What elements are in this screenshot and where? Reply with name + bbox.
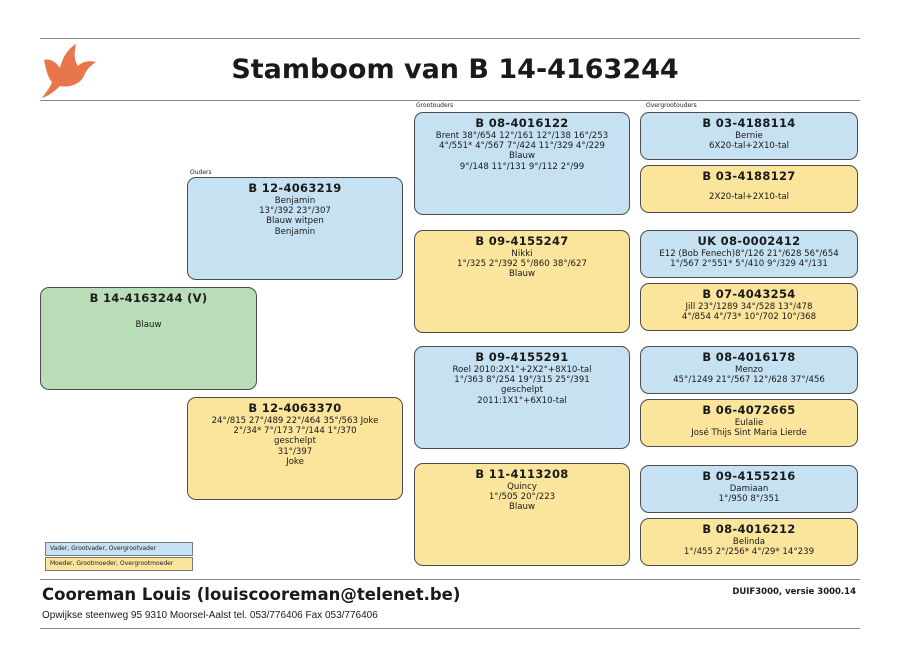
great-grandparent-info: Eulalie José Thijs Sint Maria Lierde bbox=[691, 418, 807, 439]
great-grandparent-info: Belinda 1°/455 2°/256* 4°/29* 14°239 bbox=[683, 537, 815, 558]
grandparent-info: Nikki 1°/325 2°/392 5°/860 38°/627 Blauw bbox=[457, 249, 587, 280]
great-grandparent-ring: B 09-4155216 bbox=[702, 469, 796, 483]
great-grandparent-card bbox=[640, 165, 858, 213]
great-grandparent-ring: B 06-4072665 bbox=[702, 403, 796, 417]
great-grandparent-ring: B 08-4016178 bbox=[702, 350, 796, 364]
great-grandparent-info: Bernie 6X20-tal+2X10-tal bbox=[708, 131, 790, 152]
great-grandparent-ring: B 03-4188127 bbox=[702, 169, 796, 183]
grandparent-card bbox=[414, 112, 630, 215]
great-grandparent-card bbox=[640, 112, 858, 160]
legend-female: Moeder, Grootmoeder, Overgrootmoeder bbox=[45, 557, 193, 571]
great-grandparent-ring: B 08-4016212 bbox=[702, 522, 796, 536]
great-grandparent-info: Jill 23°/1289 34°/528 13°/478 4°/854 4°/73* 10°/702 10°/368 bbox=[681, 302, 817, 323]
grandparent-ring: B 11-4113208 bbox=[475, 467, 569, 481]
great-grandparent-card bbox=[640, 518, 858, 566]
great-grandparent-card bbox=[640, 283, 858, 331]
grandparent-ring: B 09-4155291 bbox=[475, 350, 569, 364]
grandparent-info: Roel 2010:2X1°+2X2°+8X10-tal 1°/363 8°/254 19°/315 25°/391 geschelpt 2011:1X1°+6X10-tal bbox=[452, 365, 592, 406]
footer-address: Opwijkse steenweg 95 9310 Moorsel-Aalst tel. 053/776406 Fax 053/776406 bbox=[42, 610, 378, 621]
parent-info: Benjamin 13°/392 23°/307 Blauw witpen Benjamin bbox=[259, 196, 331, 237]
top-rule bbox=[40, 38, 860, 39]
great-grandparent-ring: B 03-4188114 bbox=[702, 116, 796, 130]
grandparent-card bbox=[414, 463, 630, 566]
footer-version: DUIF3000, versie 3000.14 bbox=[732, 587, 856, 597]
dove-icon bbox=[36, 36, 100, 100]
footer-name: Cooreman Louis (louiscooreman@telenet.be) bbox=[42, 585, 461, 604]
grandparent-info: Brent 38°/654 12°/161 12°/138 16°/253 4°/551* 4°/567 7°/424 11°/329 4°/229 Blauw 9°/148 11°/131 9°/112 2°/99 bbox=[435, 131, 609, 172]
great-grandparent-card bbox=[640, 465, 858, 513]
grandparent-card bbox=[414, 230, 630, 333]
label-ouders: Ouders bbox=[190, 169, 212, 176]
grandparent-info: Quincy 1°/505 20°/223 Blauw bbox=[488, 482, 556, 513]
great-grandparent-card bbox=[640, 230, 858, 278]
label-overgrootouders: Overgrootouders bbox=[646, 102, 697, 109]
great-grandparent-ring: UK 08-0002412 bbox=[697, 234, 801, 248]
great-grandparent-ring: B 07-4043254 bbox=[702, 287, 796, 301]
legend-male: Vader, Grootvader, Overgrootvader bbox=[45, 542, 193, 556]
grandparent-card bbox=[414, 346, 630, 449]
grandparent-ring: B 08-4016122 bbox=[475, 116, 569, 130]
great-grandparent-info: E12 (Bob Fenech)8°/126 21°/628 56°/654 1°/567 2°551* 5°/410 9°/329 4°/131 bbox=[659, 249, 839, 270]
parent-card-mother bbox=[187, 397, 403, 500]
parent-info: 24°/815 27°/489 22°/464 35°/563 Joke 2°/34* 7°/173 7°/144 1°/370 geschelpt 31°/397 Joke bbox=[211, 416, 379, 467]
parent-ring: B 12-4063370 bbox=[248, 401, 342, 415]
great-grandparent-info: 2X20-tal+2X10-tal bbox=[708, 192, 790, 202]
great-grandparent-info: Damiaan 1°/950 8°/351 bbox=[718, 484, 780, 505]
great-grandparent-info: Menzo 45°/1249 21°/567 12°/628 37°/456 bbox=[673, 365, 825, 386]
great-grandparent-card bbox=[640, 346, 858, 394]
label-grootouders: Grootouders bbox=[416, 102, 454, 109]
page-title: Stamboom van B 14-4163244 bbox=[231, 54, 679, 85]
parent-ring: B 12-4063219 bbox=[248, 181, 342, 195]
bottom-rule bbox=[40, 628, 860, 629]
parent-card-father bbox=[187, 177, 403, 280]
title-rule bbox=[40, 100, 860, 101]
great-grandparent-card bbox=[640, 399, 858, 447]
subject-ring: B 14-4163244 (V) bbox=[89, 291, 208, 305]
subject-info: Blauw bbox=[135, 320, 162, 330]
subject-card bbox=[40, 287, 257, 390]
grandparent-ring: B 09-4155247 bbox=[475, 234, 569, 248]
footer-rule bbox=[40, 579, 860, 580]
